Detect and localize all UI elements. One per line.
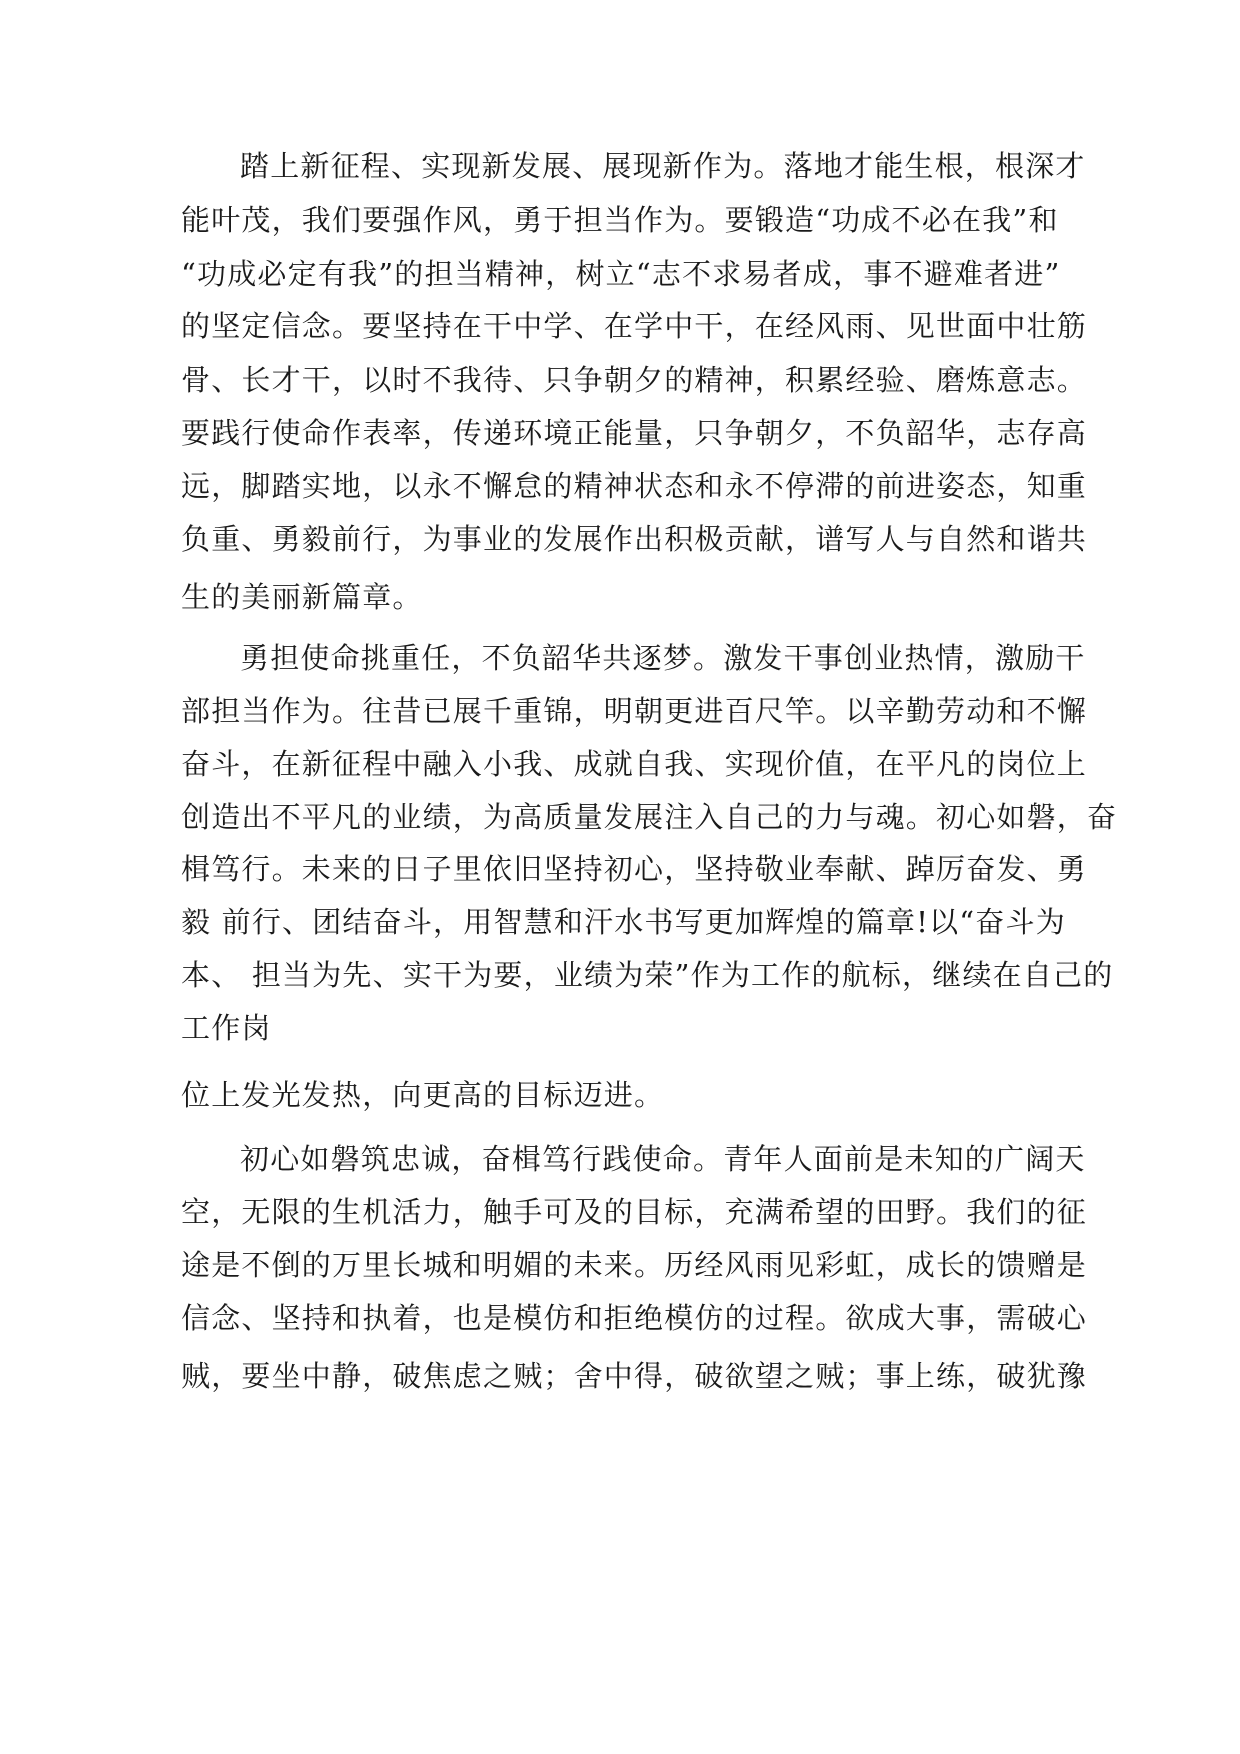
- paragraph-1-line-4: 的坚定信念。要坚持在干中学、在学中干，在经风雨、见世面中壮筋: [181, 309, 1088, 343]
- paragraph-1-line-3: “功成必定有我”的担当精神，树立“志不求易者成，事不避难者进”: [181, 257, 1061, 291]
- paragraph-3-line-4: 信念、坚持和执着，也是模仿和拒绝模仿的过程。欲成大事，需破心: [181, 1301, 1088, 1335]
- paragraph-2-line-7: 本、 担当为先、实干为要，业绩为荣”作为工作的航标，继续在自己的: [181, 958, 1114, 992]
- paragraph-3-line-5: 贼，要坐中静，破焦虑之贼；舍中得，破欲望之贼；事上练，破犹豫: [181, 1359, 1088, 1393]
- paragraph-1-line-9: 生的美丽新篇章。: [181, 580, 423, 614]
- paragraph-1-line-1: 踏上新征程、实现新发展、展现新作为。落地才能生根，根深才: [240, 149, 1086, 183]
- paragraph-2-line-1: 勇担使命挑重任，不负韶华共逐梦。激发干事创业热情，激励干: [240, 641, 1086, 675]
- paragraph-2-line-2: 部担当作为。往昔已展千重锦，明朝更进百尺竿。以辛勤劳动和不懈: [181, 694, 1088, 728]
- paragraph-3-line-3: 途是不倒的万里长城和明媚的未来。历经风雨见彩虹，成长的馈赠是: [181, 1248, 1088, 1282]
- paragraph-1-line-7: 远，脚踏实地，以永不懈怠的精神状态和永不停滞的前进姿态，知重: [181, 469, 1088, 503]
- paragraph-2-line-5: 楫笃行。未来的日子里依旧坚持初心，坚持敬业奉献、踔厉奋发、勇: [181, 852, 1088, 886]
- paragraph-1-line-5: 骨、长才干，以时不我待、只争朝夕的精神，积累经验、磨炼意志。: [181, 363, 1088, 397]
- paragraph-1-line-2: 能叶茂，我们要强作风，勇于担当作为。要锻造“功成不必在我”和: [181, 203, 1059, 237]
- paragraph-1-line-8: 负重、勇毅前行，为事业的发展作出积极贡献，谱写人与自然和谐共: [181, 522, 1088, 556]
- paragraph-2-line-4: 创造出不平凡的业绩，为高质量发展注入自己的力与魂。初心如磐，奋: [181, 800, 1118, 834]
- paragraph-3-line-2: 空，无限的生机活力，触手可及的目标，充满希望的田野。我们的征: [181, 1195, 1088, 1229]
- paragraph-2-line-6: 毅 前行、团结奋斗，用智慧和汗水书写更加辉煌的篇章!以“奋斗为: [181, 905, 1066, 939]
- paragraph-2-line-3: 奋斗，在新征程中融入小我、成就自我、实现价值，在平凡的岗位上: [181, 747, 1088, 781]
- paragraph-2-line-8: 工作岗: [181, 1011, 272, 1045]
- paragraph-2-line-9: 位上发光发热，向更高的目标迈进。: [181, 1078, 665, 1112]
- paragraph-3-line-1: 初心如磐筑忠诚，奋楫笃行践使命。青年人面前是未知的广阔天: [240, 1142, 1086, 1176]
- paragraph-1-line-6: 要践行使命作表率，传递环境正能量，只争朝夕，不负韶华，志存高: [181, 416, 1088, 450]
